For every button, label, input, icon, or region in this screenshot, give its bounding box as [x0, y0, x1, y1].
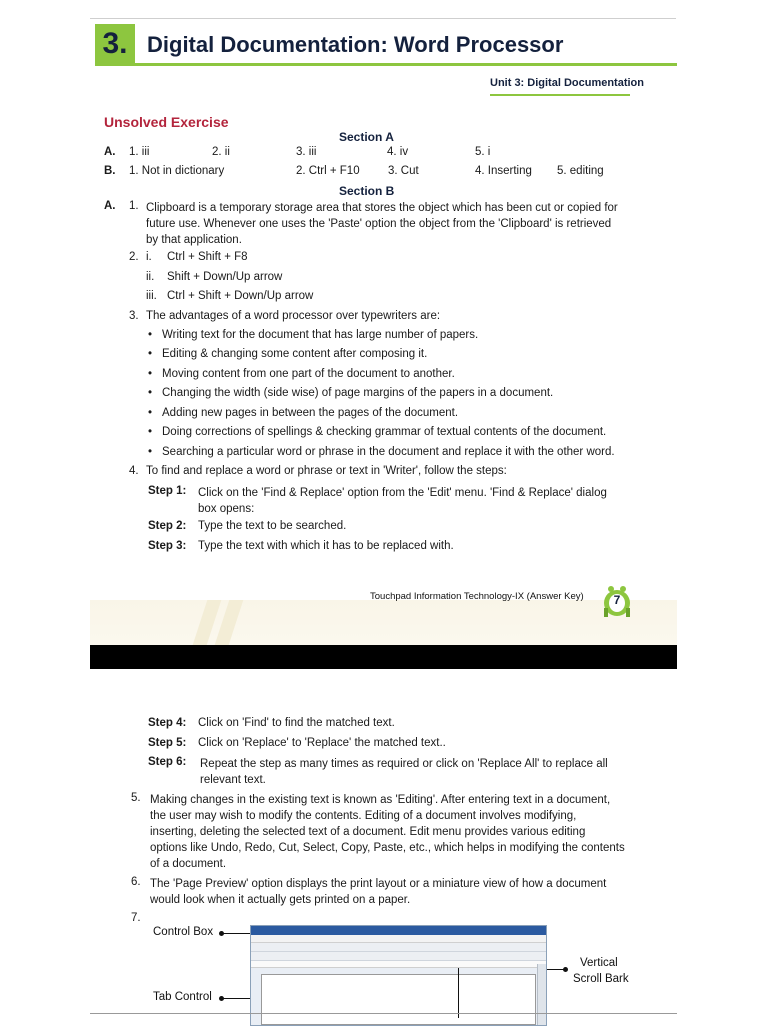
chapter-divider [95, 63, 677, 66]
q5-line-2: the user may wish to modify the contents. Editing of a document involves modifying, [150, 810, 577, 822]
q3-bullet-3: • Moving content from one part of the document to another. [162, 368, 455, 380]
q2-number: 2. [129, 251, 139, 263]
step-6-line-1: Repeat the step as many times as required or click on 'Replace All' to replace all [200, 758, 608, 770]
page-separator-band [90, 645, 677, 669]
q2-roman-2: ii. [146, 271, 155, 283]
screenshot-pointer-line [458, 968, 459, 1018]
step-6-label: Step 6: [148, 756, 187, 768]
q1-number: 1. [129, 200, 139, 212]
step-3-text: Type the text with which it has to be replaced with. [198, 540, 454, 552]
q7-number: 7. [131, 912, 141, 924]
step-1-line-2: box opens: [198, 503, 255, 515]
q4-number: 4. [129, 465, 139, 477]
exercise-heading: Unsolved Exercise [104, 114, 229, 130]
row-b-item-4: 4. Inserting [475, 165, 532, 177]
screenshot-formatting-toolbar [251, 952, 546, 961]
q2-roman-1: i. [146, 251, 152, 263]
q2-text-2: Shift + Down/Up arrow [167, 271, 283, 283]
screenshot-ruler [251, 961, 546, 968]
row-a-item-2: 2. ii [212, 146, 230, 158]
step-5-label: Step 5: [148, 737, 187, 749]
row-b-item-3: 3. Cut [388, 165, 419, 177]
q3-bullet-1: • Writing text for the document that has large number of papers. [162, 329, 478, 341]
q5-line-5: of a document. [150, 858, 227, 870]
section-b-letter: A. [104, 200, 116, 212]
screenshot-standard-toolbar [251, 943, 546, 952]
q1-line-2: future use. Whenever one uses the 'Paste' option the object from the 'Clipboard' is retrieved [146, 218, 612, 230]
screenshot-title-bar [251, 926, 546, 935]
chapter-number-badge: 3. [95, 24, 135, 64]
q6-line-2: would look when it actually gets printed on a paper. [150, 894, 411, 906]
step-1-text [198, 485, 607, 517]
vertical-scroll-callout-line-1: Vertical [580, 957, 618, 969]
q3-bullet-4: • Changing the width (side wise) of page margins of the papers in a document. [162, 387, 553, 399]
step-4-text: Click on 'Find' to find the matched text. [198, 717, 395, 729]
screenshot-document-area [261, 974, 536, 1025]
q3-intro: The advantages of a word processor over typewriters are: [146, 310, 441, 322]
row-b-item-5: 5. editing [557, 165, 604, 177]
q3-bullet-2: • Editing & changing some content after composing it. [162, 348, 427, 360]
q2-roman-3: iii. [146, 290, 157, 302]
row-a-item-4: 4. iv [387, 146, 409, 158]
step-5-text: Click on 'Replace' to 'Replace' the matched text.. [198, 737, 446, 749]
unit-label: Unit 3: Digital Documentation [490, 77, 644, 89]
step-2-label: Step 2: [148, 520, 187, 532]
q5-line-1: Making changes in the existing text is known as 'Editing'. After entering text in a document, [150, 794, 611, 806]
q6-answer [150, 876, 606, 908]
chapter-title: Digital Documentation: Word Processor [147, 32, 564, 57]
q1-answer [146, 200, 618, 248]
bottom-border [90, 1013, 677, 1014]
page-number-badge [602, 584, 632, 618]
step-3-label: Step 3: [148, 540, 187, 552]
q3-bullet-5: • Adding new pages in between the pages of the document. [162, 407, 458, 419]
row-a-letter: A. [104, 146, 116, 158]
section-a-heading: Section A [339, 130, 394, 144]
q3-number: 3. [129, 310, 139, 322]
row-b-item-2: 2. Ctrl + F10 [296, 165, 360, 177]
q5-answer [150, 792, 625, 872]
row-a-item-1: 1. iii [129, 146, 150, 158]
q6-line-1: The 'Page Preview' option displays the print layout or a miniature view of how a document [150, 878, 607, 890]
unit-divider [490, 94, 630, 96]
q5-line-4: options like Undo, Redo, Cut, Select, Copy, Paste, etc., which helps in modifying the contents [150, 842, 625, 854]
step-6-text [200, 756, 608, 788]
step-4-label: Step 4: [148, 717, 187, 729]
tab-control-callout: Tab Control [153, 991, 212, 1003]
row-a-item-3: 3. iii [296, 146, 317, 158]
top-border [90, 0, 676, 19]
step-1-label: Step 1: [148, 485, 187, 497]
q2-text-3: Ctrl + Shift + Down/Up arrow [167, 290, 314, 302]
q1-line-3: by that application. [146, 234, 242, 246]
q3-bullet-7: • Searching a particular word or phrase in the document and replace it with the other word. [162, 446, 615, 458]
step-1-line-1: Click on the 'Find & Replace' option from the 'Edit' menu. 'Find & Replace' dialog [198, 487, 607, 499]
step-2-text: Type the text to be searched. [198, 520, 347, 532]
q1-line-1: Clipboard is a temporary storage area that stores the object which has been cut or copied for [146, 202, 618, 214]
writer-window-screenshot [250, 925, 547, 1026]
q5-number: 5. [131, 792, 141, 804]
vertical-scroll-pointer-dot [563, 967, 568, 972]
step-6-line-2: relevant text. [200, 774, 266, 786]
q4-intro: To find and replace a word or phrase or text in 'Writer', follow the steps: [146, 465, 507, 477]
footer-text: Touchpad Information Technology-IX (Answer Key) [370, 591, 584, 602]
q5-line-3: inserting, deleting the selected text of a document. Edit menu provides various editing [150, 826, 586, 838]
row-b-letter: B. [104, 165, 116, 177]
screenshot-vertical-scrollbar [537, 964, 546, 1025]
vertical-scroll-callout-line-2: Scroll Bark [573, 973, 629, 985]
row-b-item-1: 1. Not in dictionary [129, 165, 225, 177]
q2-text-1: Ctrl + Shift + F8 [167, 251, 248, 263]
control-box-callout: Control Box [153, 926, 214, 938]
page-number: 7 [613, 593, 621, 607]
row-a-item-5: 5. i [475, 146, 491, 158]
q3-bullet-6: • Doing corrections of spellings & checking grammar of textual contents of the document. [162, 426, 606, 438]
screenshot-menu-bar [251, 935, 546, 943]
q6-number: 6. [131, 876, 141, 888]
page-gloss [90, 600, 677, 645]
section-b-heading: Section B [339, 184, 395, 198]
